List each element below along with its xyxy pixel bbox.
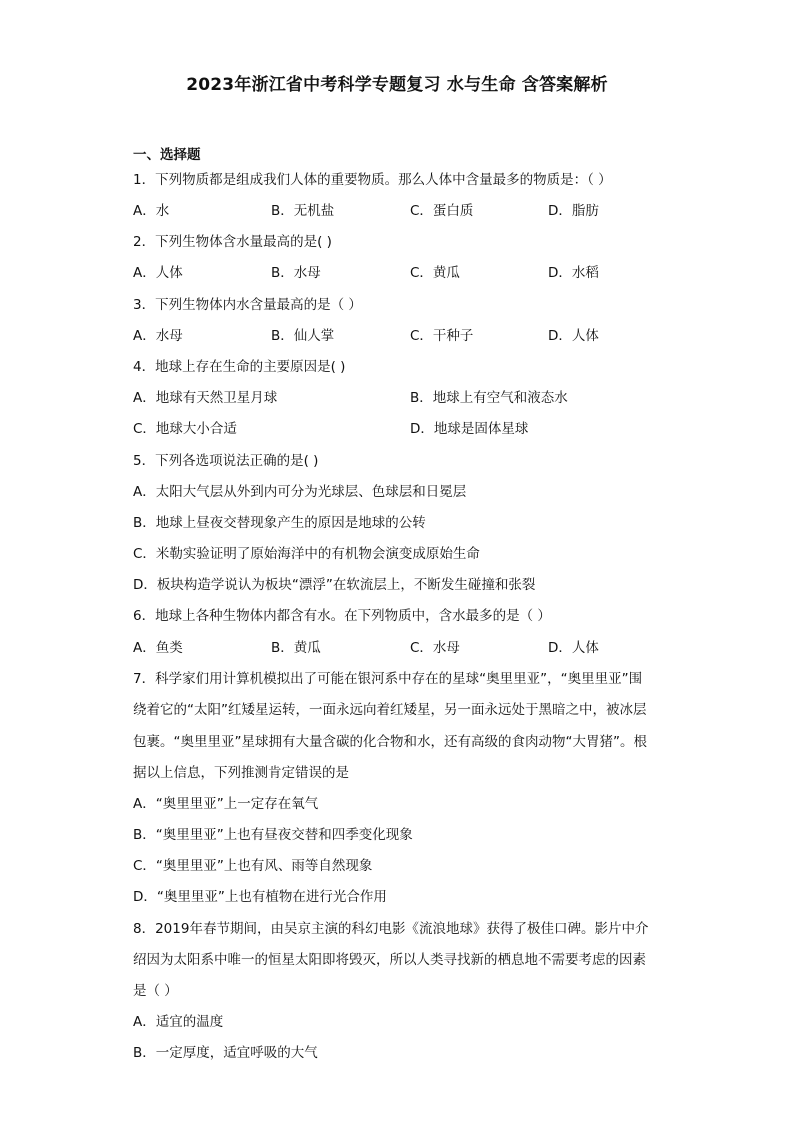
question-6-stem: 6．地球上各种生物体内都含有水。在下列物质中，含水最多的是（ ）: [133, 608, 551, 624]
question-6-option-d: D．人体: [548, 640, 599, 656]
question-5-option-c: C．米勒实验证明了原始海洋中的有机物会演变成原始生命: [133, 546, 480, 562]
question-7-option-d: D．“奥里里亚”上也有植物在进行光合作用: [133, 889, 387, 905]
question-8-option-b: B．一定厚度，适宜呼吸的大气: [133, 1045, 318, 1061]
question-4-option-d: D．地球是固体星球: [410, 421, 529, 437]
question-2-option-c: C．黄瓜: [410, 265, 460, 281]
question-2-option-a: A．人体: [133, 265, 183, 281]
question-7-stem-line: 据以上信息，下列推测肯定错误的是: [133, 765, 349, 781]
section-heading: 一、选择题: [133, 147, 201, 163]
question-5-stem: 5．下列各选项说法正确的是( ): [133, 453, 319, 469]
question-1-option-a: A．水: [133, 203, 170, 219]
question-7-stem-line: 包裹。“奥里里亚”星球拥有大量含碳的化合物和水，还有高级的食肉动物“大胃猪”。根: [133, 734, 647, 750]
question-8-option-a: A．适宜的温度: [133, 1014, 224, 1030]
question-5-option-d: D．板块构造学说认为板块“漂浮”在软流层上，不断发生碰撞和张裂: [133, 577, 536, 593]
question-5-option-b: B．地球上昼夜交替现象产生的原因是地球的公转: [133, 515, 426, 531]
question-3-stem: 3．下列生物体内水含量最高的是（ ）: [133, 297, 362, 313]
question-8-stem-line: 是（ ）: [133, 983, 178, 999]
question-2-option-d: D．水稻: [548, 265, 599, 281]
question-7-option-a: A．“奥里里亚”上一定存在氧气: [133, 796, 319, 812]
question-2-stem: 2．下列生物体含水量最高的是( ): [133, 234, 332, 250]
question-1-option-b: B．无机盐: [271, 203, 335, 219]
question-5-option-a: A．太阳大气层从外到内可分为光球层、色球层和日冕层: [133, 484, 467, 500]
question-7-stem-line: 绕着它的“太阳”红矮星运转，一面永远向着红矮星，另一面永远处于黑暗之中，被冰层: [133, 702, 647, 718]
question-7-stem-line: 7．科学家们用计算机模拟出了可能在银河系中存在的星球“奥里里亚”，“奥里里亚”围: [133, 671, 643, 687]
question-8-stem-line: 8．2019年春节期间，由吴京主演的科幻电影《流浪地球》获得了极佳口碑。影片中介: [133, 921, 649, 937]
question-3-option-c: C．干种子: [410, 328, 474, 344]
question-3-option-b: B．仙人掌: [271, 328, 335, 344]
question-4-stem: 4．地球上存在生命的主要原因是( ): [133, 359, 346, 375]
question-2-option-b: B．水母: [271, 265, 321, 281]
question-4-option-a: A．地球有天然卫星月球: [133, 390, 278, 406]
question-6-option-c: C．水母: [410, 640, 460, 656]
question-4-option-b: B．地球上有空气和液态水: [410, 390, 568, 406]
question-1-option-c: C．蛋白质: [410, 203, 474, 219]
document-title: 2023年浙江省中考科学专题复习 水与生命 含答案解析: [186, 75, 608, 95]
question-6-option-b: B．黄瓜: [271, 640, 321, 656]
question-1-option-d: D．脂肪: [548, 203, 599, 219]
question-6-option-a: A．鱼类: [133, 640, 183, 656]
question-3-option-a: A．水母: [133, 328, 183, 344]
question-4-option-c: C．地球大小合适: [133, 421, 237, 437]
question-1-stem: 1．下列物质都是组成我们人体的重要物质。那么人体中含量最多的物质是：（ ）: [133, 172, 612, 188]
question-3-option-d: D．人体: [548, 328, 599, 344]
question-7-option-b: B．“奥里里亚”上也有昼夜交替和四季变化现象: [133, 827, 413, 843]
question-8-stem-line: 绍因为太阳系中唯一的恒星太阳即将毁灭，所以人类寻找新的栖息地不需要考虑的因素: [133, 952, 646, 968]
question-7-option-c: C．“奥里里亚”上也有风、雨等自然现象: [133, 858, 373, 874]
